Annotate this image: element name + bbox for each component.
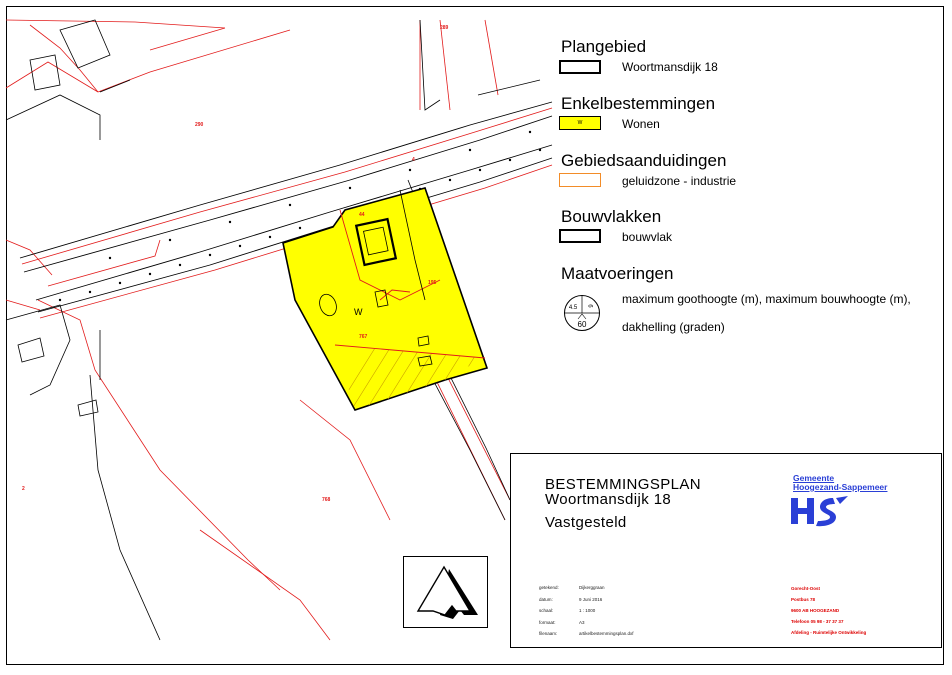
meta-value: 9 Juni 2016 (579, 597, 603, 602)
meta-value: 1 : 1000 (579, 608, 596, 613)
meta-key: formaat: (539, 620, 556, 625)
municipality-logo-icon (789, 494, 851, 528)
plan-area-wonen (283, 188, 487, 410)
parcel-label: 290 (195, 122, 204, 128)
legend-label-wonen: Wonen (622, 117, 660, 131)
parcel-label: 768 (322, 497, 331, 503)
symbol-bouwhoogte: 9 (589, 304, 595, 308)
legend-label-geluidzone: geluidzone - industrie (622, 174, 737, 188)
wonen-swatch: W (559, 116, 601, 130)
legend-label-bouwvlak: bouwvlak (622, 230, 673, 244)
parcel-label: 767 (359, 334, 368, 340)
parcel-label: 4 (412, 157, 415, 163)
legend-label-plangebied: Woortmansdijk 18 (622, 60, 718, 74)
meta-key: datum: (539, 597, 553, 602)
symbol-goothoogte: 4.5 (568, 305, 578, 311)
road-red-lines (22, 108, 552, 318)
legend-heading-bouwvlakken: Bouwvlakken (561, 207, 662, 226)
address-line: 9600 AB HOOGEZAND (791, 608, 840, 613)
legend-heading-enkelbestemmingen: Enkelbestemmingen (561, 94, 716, 113)
north-arrow-box (403, 556, 488, 628)
bouwvlak-swatch (559, 229, 601, 243)
meta-key: filenaam: (539, 631, 558, 636)
municipality-line-1: Gemeente (793, 473, 835, 483)
zone-code-label: W (354, 307, 363, 317)
meta-value: artikelbestemmingsplan.dxf (579, 631, 634, 636)
parcel-label: 44 (359, 212, 365, 218)
geluidzone-swatch (559, 173, 601, 187)
title-block (510, 453, 942, 648)
meta-key: getekend: (539, 585, 559, 590)
north-arrow-icon (404, 557, 489, 629)
maatvoering-symbol (563, 294, 601, 332)
plangebied-swatch (559, 60, 601, 74)
legend-heading-plangebied: Plangebied (561, 37, 647, 56)
plan-type-title: BESTEMMINGSPLAN (545, 476, 702, 493)
parcel-label: 2 (22, 486, 25, 492)
plan-status-title: Vastgesteld (545, 514, 627, 531)
parcel-label: 195 (428, 280, 437, 286)
municipality-line-2: Hoogezand-Sappemeer (793, 482, 888, 492)
meta-value: Dijkerggraan (579, 585, 605, 590)
meta-value: A3 (579, 620, 585, 625)
address-line: Afdeling - Ruimtelijke Ontwikkeling (791, 630, 867, 635)
legend-heading-gebiedsaanduidingen: Gebiedsaanduidingen (561, 151, 727, 170)
legend-label-maatvoering-2: dakhelling (graden) (622, 320, 725, 334)
symbol-dakhelling: 60 (577, 320, 587, 329)
parcel-label: 289 (440, 25, 449, 31)
plan-name-title: Woortmansdijk 18 (545, 491, 672, 508)
address-line: Telefoon 05 98 - 37 37 37 (791, 619, 844, 624)
address-line: Postbus 78 (791, 597, 816, 602)
address-line: Gorecht-Oost (791, 586, 821, 591)
meta-key: schaal: (539, 608, 554, 613)
legend-label-maatvoering-1: maximum goothoogte (m), maximum bouwhoogte (m), (622, 292, 911, 306)
legend-heading-maatvoeringen: Maatvoeringen (561, 264, 674, 283)
